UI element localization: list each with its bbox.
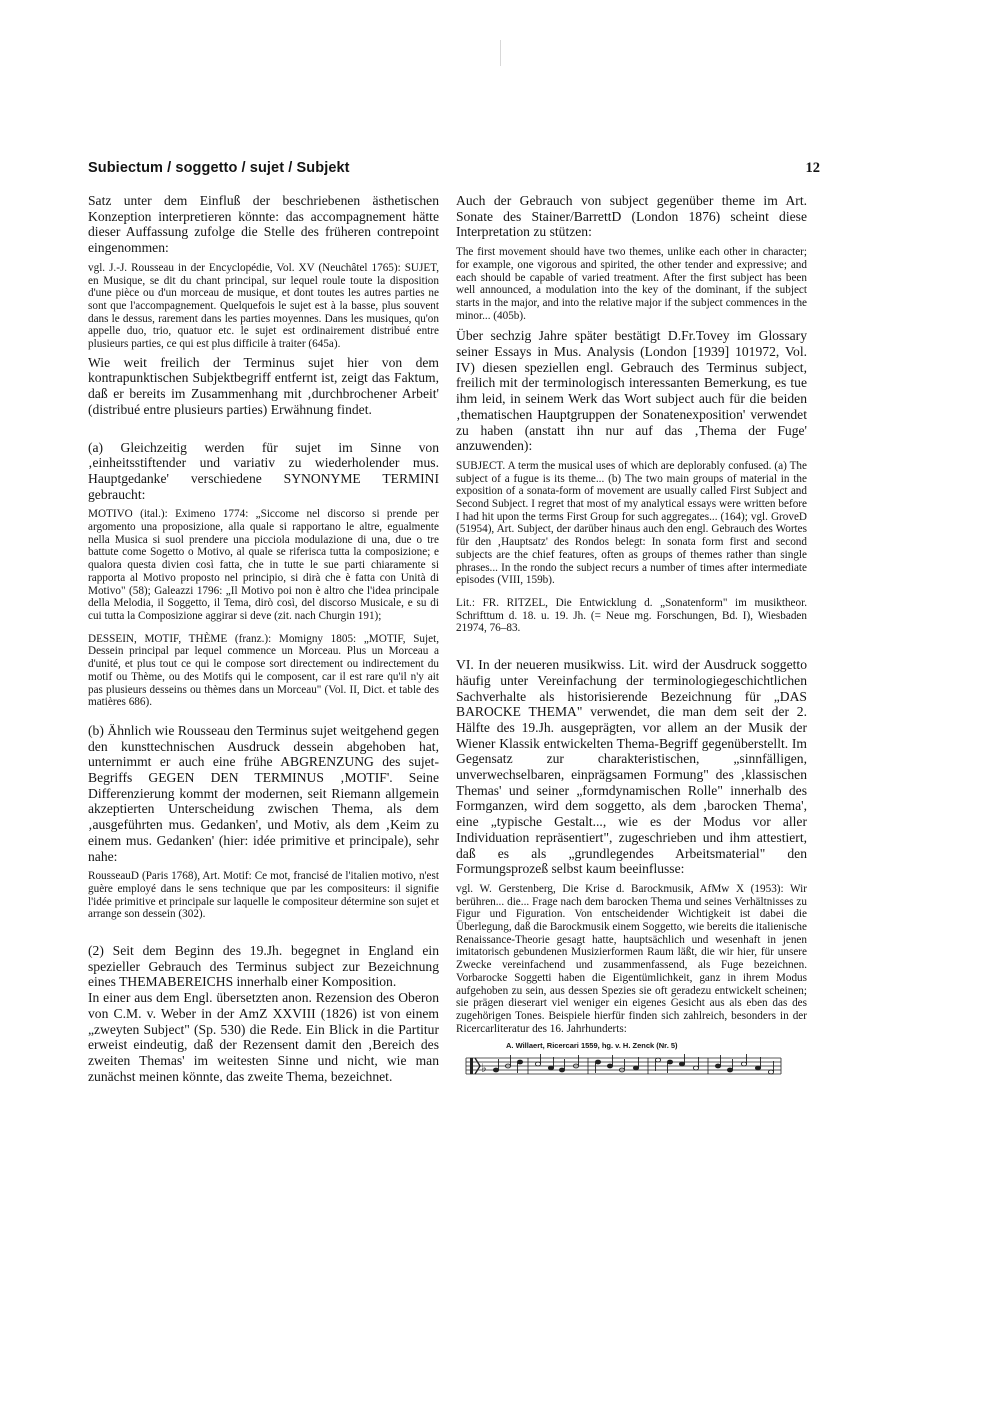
clef-icon [470, 1058, 487, 1075]
quotation: vgl. W. Gerstenberg, Die Krise d. Barockmusik, AfMw X (1953): Wir berühren... die... Frage nach dem barocken Thema und seines Verhältnisses zu Figur und Figuration. Von entscheidender Wichtigkeit ist dabei die Überlegung, daß die Barockmusik einem Soggetto, wie bereits die italienische Renaissance-Theorie gesagt hatte, hauptsächlich und wesenhaft in jenen imitatorisch gebundenen Musizierformen Raum läßt, die wir hier, für unsere Zwecke vereinfachend und zusammenfassend, als Fuge bezeichnen. Vorbarocke Soggetti haben die Eigentümlichkeit, ganz in ihrem Modus aufgehoben zu sein, aus dessen Spezies sie oft geradezu entwickelt scheinen; sie prägen dieserart viel weniger ein eigenes Gesicht aus als eben das des zugehörigen Tones. Beispiele hierfür finden sich zahlreich, besonders in der Ricercarliteratur des 16. Jahrhunderts: [456, 882, 807, 1035]
music-example [456, 1041, 807, 1085]
quotation: The first movement should have two themes, unlike each other in character; for example, one vigorous and spirited, the other tender and expressive; and each should be capable of varied treatment. After the first subject has been well announced, a modulation into the key of the dominant, if the subject starts in the major, and into the relative major if the subject commences in the minor... (405b). [456, 246, 807, 322]
quotation: vgl. J.-J. Rousseau in der Encyclopédie, Vol. XV (Neuchâtel 1765): SUJET, en Musique, se dit du chant principal, sur lequel roule toute la disposition d'une pièce ou d'un morceau de musique, et dont toutes les autres parties ne sont que l'accompagnement. Quelquefois le sujet est à la basse, plus souvent dans le dessus, rarement dans les parties moyennes. Dans les musiques, qu'on appelle duo, trio, quatuor etc. le sujet est ordinairement distribué entre plusieurs parties, ce qui est plus difficile à traiter (645a). [88, 261, 439, 351]
paragraph: Über sechzig Jahre später bestätigt D.Fr.Tovey im Glossary seiner Essays in Mus. Analysis (London [1939] 101972, Vol. IV) diesen speziellen engl. Gebrauch des Terminus subject, freilich mit der terminologisch interessanten Bemerkung, es tue ihm leid, in seinem Werk das Wort subject auch für die beiden ‚thematischen Hauptgruppen der Sonatenexposition' verwendet zu haben (anstatt ihn nur auf das ‚Thema der Fuge' anzuwenden): [456, 328, 807, 454]
paragraph: Satz unter dem Einfluß der beschriebenen ästhetischen Konzeption interpretieren könnte: das accompagnement hätte dieser Auffassung zufolge die Stelle des früheren contrepoint eingenommen: [88, 193, 439, 256]
paragraph: (2) Seit dem Beginn des 19.Jh. begegnet in England ein spezieller Gebrauch des Terminus subject zur Bezeichnung eines THEMABEREICHS innerhalb einer Komposition. [88, 943, 439, 990]
quotation: DESSEIN, MOTIF, THÈME (franz.): Momigny 1805: „MOTIF, Sujet, Dessein principal par lequel commence un Morceau. Plus un Morceau a d'unité, et plus tout ce qui le compose sort directement ou indirectement du motif ou Thème, ou des Motifs qui le composent, car il est rare qu'il n'y ait pas plusieurs desseins ou thèmes dans un Morceau" (Vol. II, Dict. et table des matières 686). [88, 632, 439, 709]
left-column [88, 193, 439, 1084]
paragraph: Wie weit freilich der Terminus sujet hier von dem kontrapunktischen Subjektbegriff entfernt ist, zeigt das Faktum, daß er bereits im Zusammenhang mit ‚durchbrochener Arbeit' (distribué entre plusieurs parties) Erwähnung findet. [88, 354, 439, 417]
paragraph: Auch der Gebrauch von subject gegenüber theme im Art. Sonate des Stainer/BarrettD (London 1876) scheint diese Interpretation zu stützen: [456, 193, 807, 240]
running-head-title: Subiectum / soggetto / sujet / Subjekt [88, 160, 350, 176]
paragraph: In einer aus dem Engl. übersetzten anon. Rezension des Oberon von C.M. v. Weber in der AmZ XXVIII (1826) ist von einem „zweyten Subject" (Sp. 530) die Rede. Ein Blick in die Partitur erweist eindeutig, daß der Rezensent damit den ‚Bereich des zweiten Themas' im weitesten Sinne und nicht, wie man zunächst meinen könnte, das zweite Thema, bezeichnet. [88, 990, 439, 1084]
page-number: 12 [805, 160, 820, 176]
quotation: SUBJECT. A term the musical uses of which are deplorably confused. (a) The subject of a fugue is its theme... (b) The two main groups of material in the exposition of a sonata-form of movement are usually called First Subject and Second Subject. I regret that most of my analytical essays were written before I had hit upon the terms First Group for such aggregates... (164); vgl. GroveD (51954), Art. Subject, der darüber hinaus auch den engl. Gebrauch des Wortes für den ‚Hauptsatz' des Rondos belegt: In sonata form first and second subjects are the chief features, often as groups of themes rather than single phrases... In the rondo the subject recurs a number of times after intermediate episodes (VIII, 159b). [456, 459, 807, 587]
svg-text:♭: ♭ [481, 1061, 487, 1076]
paragraph: (b) Ähnlich wie Rousseau den Terminus sujet weitgehend gegen den kunsttechnischen Ausdruck dessein abgehoben hat, unternimmt er auch eine frühe ABGRENZUNG des sujet-Begriffs GEGEN DEN TERMINUS ‚MOTIF'. Seine Differenzierung kommt der modernen, seit Riemann allgemein akzeptierten Unterscheidung zwischen Thema, als dem ‚ausgeführten mus. Gedanken', und Motiv, als dem ‚Keim zu einem mus. Gedanken' (hier: idée primitive et principale), sehr nahe: [88, 722, 439, 864]
music-staff [456, 1052, 786, 1080]
literature-note: Lit.: FR. RITZEL, Die Entwicklung d. „Sonatenform" im musiktheor. Schrifttum d. 18. u. 19. Jh. (= Neue mg. Forschungen, Bd. I), Wiesbaden 21974, 76–83. [456, 596, 807, 635]
scan-crop-mark [500, 40, 501, 66]
quotation: RousseauD (Paris 1768), Art. Motif: Ce mot, francisé de l'italien motivo, n'est guère employé dans le sens technique que par les compositeurs: il signifie l'idée primitive et principale sur laquelle le compositeur détermine son sujet et arrange son dessein (302). [88, 870, 439, 921]
quotation: MOTIVO (ital.): Eximeno 1774: „Siccome nel discorso si prende per argomento una proposizione, alla quale si rapportano le altre, egualmente nella Musica si suol prendere una picciola modulazione di una, due o tre battute come Sogetto o Motivo, al quale se riferisca tutta la composizione; e qualora questa divien così fatta, che in tutte le sue parti chiaramente si rapporta al Motivo proposto nel principio, si dirà che è fatta con Unità di Motivo" (58); Galeazzi 1796: „Il Motivo poi non è altro che l'idea principale della Melodia, il Soggetto, il Tema, dirò così, del discorso Musicale, e su di cui tutta la Composizione aggirar si deve (zit. nach Churgin 191); [88, 508, 439, 622]
music-example-caption: A. Willaert, Ricercari 1559, hg. v. H. Zenck (Nr. 5) [506, 1041, 678, 1051]
paragraph: VI. In der neueren musikwiss. Lit. wird der Ausdruck soggetto häufig unter Vereinfachung der terminologiegeschichtlichen Sachverhalte als historisierende Bezeichnung für „DAS BAROCKE THEMA" verwendet, die man dem seit der 2. Hälfte des 19.Jh. ausgeprägten, vor allem an der Musik der Wiener Klassik entwickelten Thema-Begriff gegenüberstellt. Im Gegensatz zur charakteristischen, „sinnfälligen, unverwechselbaren, einprägsamen Formung" des ‚klassischen Themas' und seiner „formdynamischen Rolle" innerhalb des Formganzen, wird dem soggetto, als dem ‚barocken Thema', eine „typische Gestalt..., wie es der Modus vor aller Individuation repräsentiert", zugeschrieben und ihm attestiert, daß es als „grundlegendes Arbeitsmaterial" den Formungsprozeß selbst kaum beeinflusse: [456, 657, 807, 877]
right-column [456, 193, 807, 1085]
paragraph: (a) Gleichzeitig werden für sujet im Sinne von ‚einheitsstiftender und variativ zu wiederholender mus. Hauptgedanke' verschiedene SYNONYME TERMINI gebraucht: [88, 439, 439, 502]
